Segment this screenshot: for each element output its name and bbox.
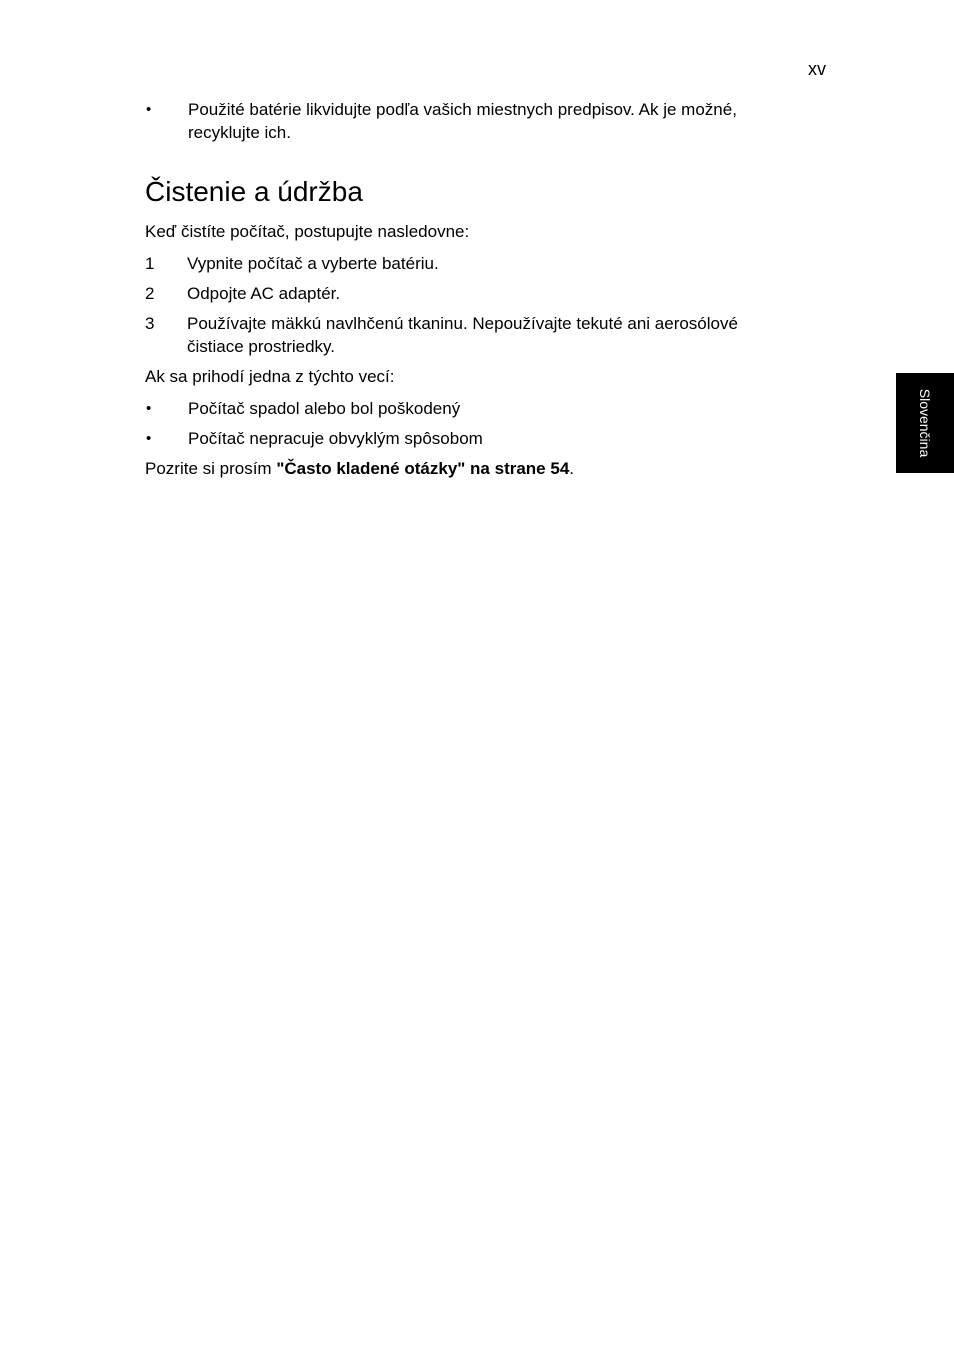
- list-item-text: Použité batérie likvidujte podľa vašich miestnych predpisov. Ak je možné, recyklujte ich.: [188, 100, 737, 142]
- page-content: [145, 98, 795, 489]
- step-number: 2: [145, 284, 155, 303]
- condition-item: [145, 397, 795, 420]
- faq-reference-link[interactable]: "Často kladené otázky" na strane 54: [276, 459, 570, 478]
- steps-list: [145, 252, 795, 358]
- step-number: 3: [145, 314, 155, 333]
- condition-item: [145, 427, 795, 450]
- language-tab: [896, 373, 954, 473]
- step-text: Používajte mäkkú navlhčenú tkaninu. Nepoužívajte tekuté ani aerosólové čistiace prostriedky.: [187, 314, 738, 356]
- section-heading: Čistenie a údržba: [145, 176, 363, 207]
- step-text: Odpojte AC adaptér.: [187, 284, 341, 303]
- reference-prefix: Pozrite si prosím: [145, 459, 277, 478]
- bullet-marker: •: [146, 430, 152, 447]
- condition-intro: Ak sa prihodí jedna z týchto vecí:: [145, 367, 395, 386]
- step-item: [145, 282, 795, 305]
- section-intro: Keď čistíte počítač, postupujte nasledovne:: [145, 222, 470, 241]
- reference-suffix: .: [569, 459, 575, 478]
- bullet-marker: •: [146, 400, 152, 417]
- list-item: [145, 98, 795, 144]
- language-tab-label: Slovenčina: [917, 388, 933, 458]
- step-text: Vypnite počítač a vyberte batériu.: [187, 254, 439, 273]
- page-number: xv: [808, 59, 826, 79]
- condition-text: Počítač spadol alebo bol poškodený: [188, 399, 461, 418]
- condition-text: Počítač nepracuje obvyklým spôsobom: [188, 429, 483, 448]
- step-item: [145, 252, 795, 275]
- conditions-list: [145, 397, 795, 450]
- reference-paragraph: [145, 457, 795, 480]
- bullet-marker: •: [146, 101, 152, 118]
- step-item: [145, 312, 795, 358]
- step-number: 1: [145, 254, 155, 273]
